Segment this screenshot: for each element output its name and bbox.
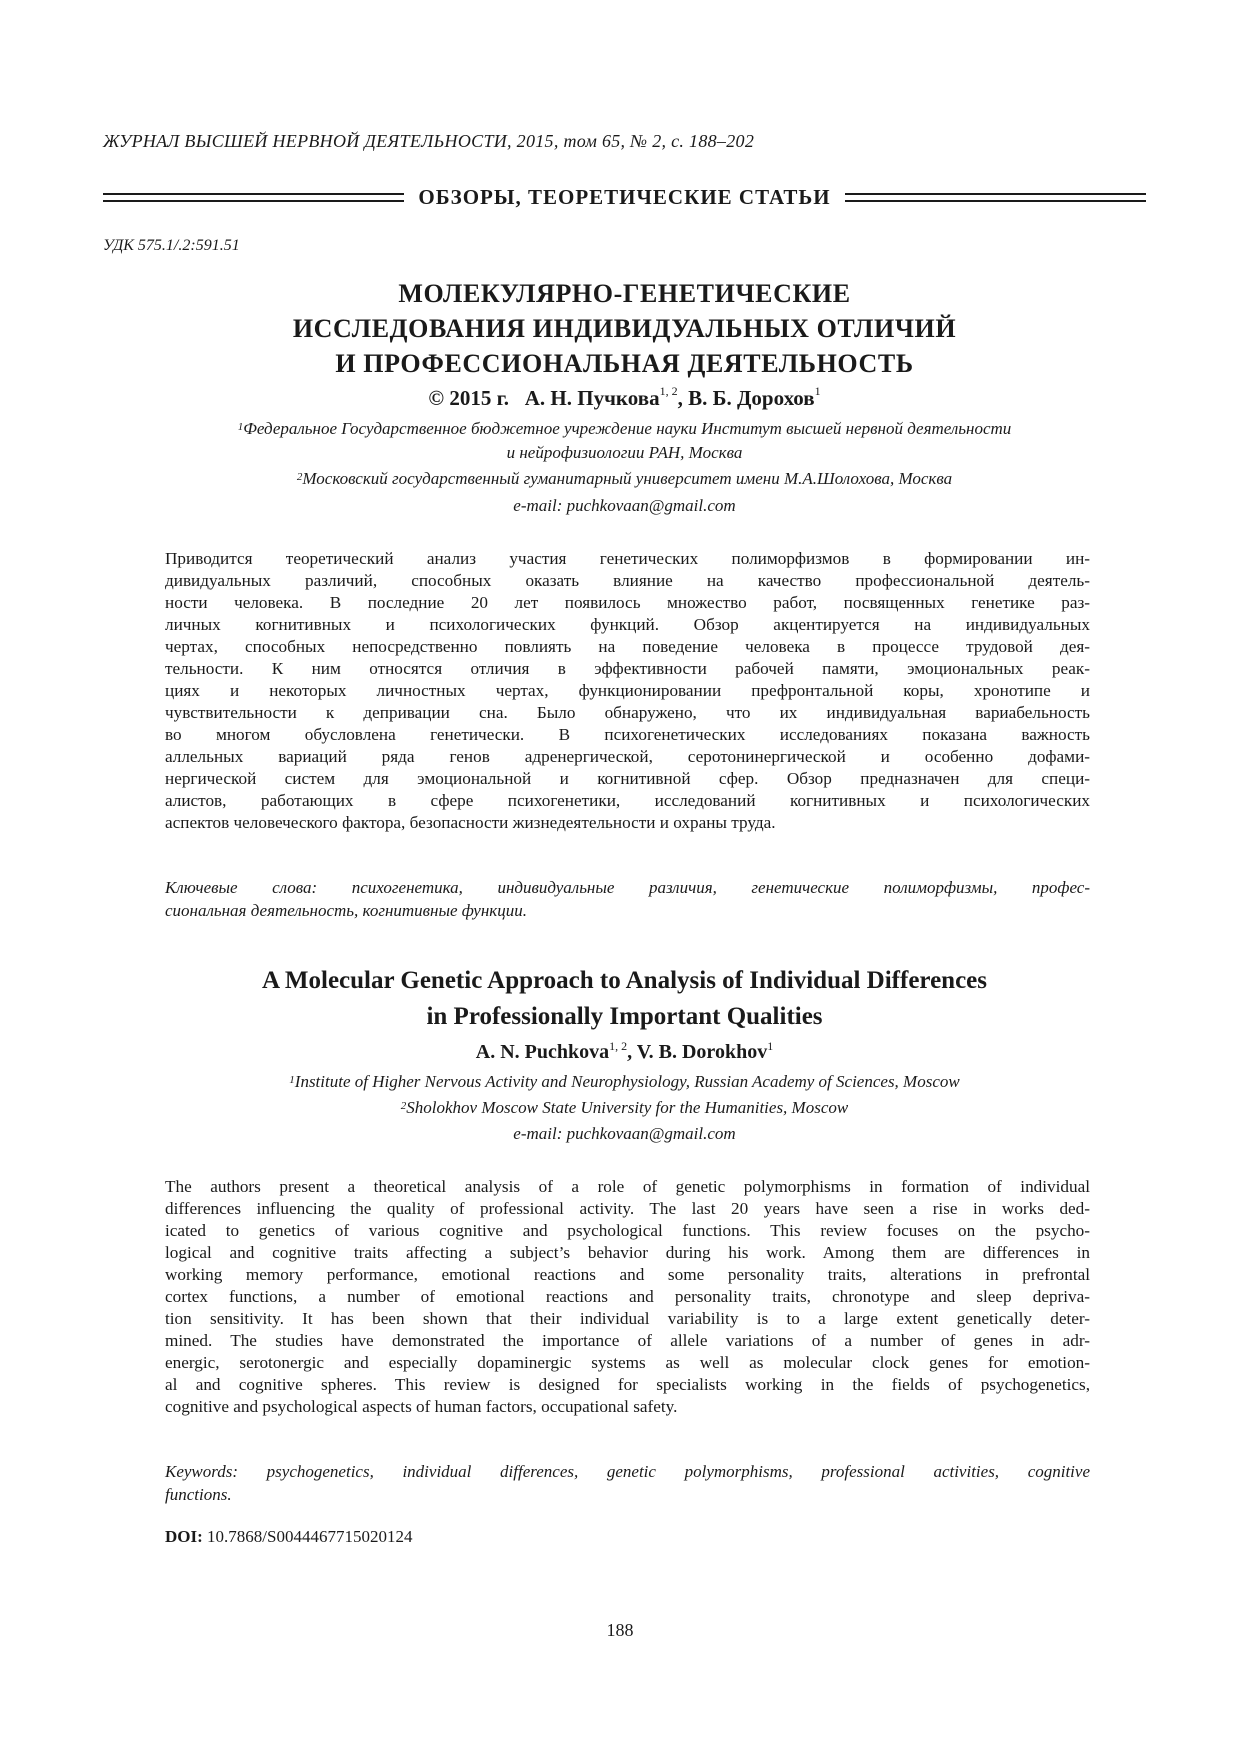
doi-value[interactable]: 10.7868/S0044467715020124 bbox=[207, 1527, 413, 1546]
en-abstract-line: working memory performance, emotional reactions and some personality traits, alterations in prefrontal bbox=[165, 1265, 1090, 1284]
ru-affil-2-text: Московский государственный гуманитарный университет имени М.А.Шолохова, Москва bbox=[302, 469, 953, 488]
en-article-title bbox=[103, 963, 1146, 1035]
en-abstract bbox=[165, 1176, 1090, 1418]
en-affil-1-marker: 1 bbox=[289, 1074, 295, 1086]
en-title-line-2: in Professionally Important Qualities bbox=[426, 1003, 823, 1030]
en-author-2-affil: 1 bbox=[767, 1039, 774, 1053]
en-affil-2-marker: 2 bbox=[400, 1100, 407, 1112]
en-keywords-line-2: functions. bbox=[165, 1485, 232, 1504]
en-abstract-line: The authors present a theoretical analysis of a role of genetic polymorphisms in formation of individual bbox=[165, 1177, 1090, 1196]
ru-authors: © 2015 г. А. Н. Пучкова$^{1, 2}$, В. Б. Дорохов$^1$ bbox=[428, 384, 821, 410]
en-abstract-line: cortex functions, a number of emotional reactions and personality traits, chronotype and sleep depriva- bbox=[165, 1287, 1090, 1306]
ru-copyright: © 2015 г. bbox=[428, 386, 509, 410]
ru-abstract-line: личных когнитивных и психологических функций. Обзор акцентируется на индивидуальных bbox=[165, 615, 1090, 634]
en-affil-2-text: Sholokhov Moscow State University for the Humanities, Moscow bbox=[406, 1098, 849, 1117]
en-author-2: V. B. Dorokhov bbox=[636, 1041, 768, 1063]
en-keywords bbox=[165, 1460, 1090, 1506]
section-title: ОБЗОРЫ, ТЕОРЕТИЧЕСКИЕ СТАТЬИ bbox=[418, 184, 831, 209]
en-abstract-line: tion sensitivity. It has been shown that their individual variability is to a large extent genetically deter- bbox=[165, 1309, 1090, 1328]
ru-title-line: МОЛЕКУЛЯРНО-ГЕНЕТИЧЕСКИЕ bbox=[398, 279, 851, 308]
ru-affiliation-1 bbox=[103, 417, 1146, 465]
en-abstract-line: logical and cognitive traits affecting a subject’s behavior during his work. Among them are differences in bbox=[165, 1243, 1090, 1262]
ru-affil-1-marker: 1 bbox=[237, 421, 244, 433]
left-double-rule bbox=[103, 193, 404, 202]
ru-abstract-line: аллельных вариаций ряда генов адренергической, серотонинергической и особенно дофами- bbox=[165, 747, 1090, 766]
ru-affil-1-line-2: и нейрофизиологии РАН, Москва bbox=[506, 443, 743, 462]
ru-abstract-line: чертах, способных непосредственно повлиять на поведение человека в процессе трудовой дея- bbox=[165, 637, 1090, 656]
ru-keywords-line-2: сиональная деятельность, когнитивные функции. bbox=[165, 901, 527, 920]
ru-keywords-line-1: Ключевые слова: психогенетика, индивидуальные различия, генетические полиморфизмы, профес- bbox=[165, 878, 1090, 897]
ru-keywords bbox=[165, 876, 1090, 922]
ru-title-line: ИССЛЕДОВАНИЯ ИНДИВИДУАЛЬНЫХ ОТЛИЧИЙ bbox=[292, 314, 957, 343]
udk-code: УДК 575.1/.2:591.51 bbox=[103, 237, 240, 254]
en-affiliation-1 bbox=[103, 1070, 1146, 1094]
ru-abstract-line: нергической систем для эмоциональной и когнитивной сфер. Обзор предназначен для специ- bbox=[165, 769, 1090, 788]
en-affiliation-2 bbox=[103, 1096, 1146, 1120]
en-abstract-line: cognitive and psychological aspects of human factors, occupational safety. bbox=[165, 1397, 678, 1416]
ru-author-1-affil: 1, 2 bbox=[659, 384, 678, 398]
ru-abstract-line: дивидуальных различий, способных оказать влияние на качество профессиональной деятель- bbox=[165, 571, 1090, 590]
ru-author-1: А. Н. Пучкова bbox=[524, 386, 660, 410]
page-number: 188 bbox=[606, 1620, 634, 1640]
right-double-rule bbox=[845, 193, 1146, 202]
ru-abstract-line: циях и некоторых личностных чертах, функционировании префронтальной коры, хронотипе и bbox=[165, 681, 1090, 700]
ru-author-2: В. Б. Дорохов bbox=[688, 386, 815, 410]
en-authors: A. N. Puchkova$^{1, 2}$, V. B. Dorokhov$^1$ bbox=[475, 1039, 774, 1063]
ru-article-title bbox=[103, 276, 1146, 381]
ru-abstract-line: Приводится теоретический анализ участия генетических полиморфизмов в формировании ин- bbox=[165, 549, 1090, 568]
ru-affil-2-marker: 2 bbox=[296, 471, 303, 483]
ru-abstract-line: тельности. К ним относятся отличия в эффективности рабочей памяти, эмоциональных реак- bbox=[165, 659, 1090, 678]
en-abstract-line: energic, serotonergic and especially dopaminergic systems as well as molecular clock genes for emotion- bbox=[165, 1353, 1090, 1372]
ru-abstract-line: чувствительности к депривации сна. Было обнаружено, что их индивидуальная вариабельность bbox=[165, 703, 1090, 722]
ru-abstract-line: во многом обусловлена генетически. В психогенетических исследованиях показана важность bbox=[165, 725, 1090, 744]
en-abstract-line: mined. The studies have demonstrated the importance of allele variations of a number of genes in adr- bbox=[165, 1331, 1090, 1350]
en-title-line-1: A Molecular Genetic Approach to Analysis of Individual Differences bbox=[261, 967, 987, 994]
ru-title-line: И ПРОФЕССИОНАЛЬНАЯ ДЕЯТЕЛЬНОСТЬ bbox=[335, 349, 914, 378]
en-email[interactable]: e-mail: puchkovaan@gmail.com bbox=[513, 1124, 736, 1143]
ru-affiliation-2 bbox=[103, 467, 1146, 491]
en-author-1-affil: 1, 2 bbox=[609, 1039, 628, 1053]
ru-abstract-line: аспектов человеческого фактора, безопасности жизнедеятельности и охраны труда. bbox=[165, 813, 776, 832]
doi bbox=[165, 1527, 412, 1547]
ru-abstract-line: ности человека. В последние 20 лет появилось множество работ, посвященных генетике раз- bbox=[165, 593, 1090, 612]
en-abstract-line: differences influencing the quality of professional activity. The last 20 years have seen a rise in works ded- bbox=[165, 1199, 1090, 1218]
ru-abstract-line: алистов, работающих в сфере психогенетики, исследований когнитивных и психологических bbox=[165, 791, 1090, 810]
ru-author-2-affil: 1 bbox=[814, 384, 821, 398]
journal-citation: ЖУРНАЛ ВЫСШЕЙ НЕРВНОЙ ДЕЯТЕЛЬНОСТИ, 2015, том 65, № 2, с. 188–202 bbox=[103, 131, 755, 151]
en-keywords-line-1: Keywords: psychogenetics, individual differences, genetic polymorphisms, professional activities, cognitive bbox=[165, 1462, 1090, 1481]
en-abstract-line: al and cognitive spheres. This review is designed for specialists working in the fields of psychogenetics, bbox=[165, 1375, 1090, 1394]
section-heading-bar bbox=[103, 182, 1146, 212]
ru-abstract bbox=[165, 548, 1090, 834]
en-affil-1-text: Institute of Higher Nervous Activity and Neurophysiology, Russian Academy of Sciences, Moscow bbox=[294, 1072, 960, 1091]
ru-affil-1-line-1: Федеральное Государственное бюджетное учреждение науки Институт высшей нервной деятельности bbox=[243, 419, 1012, 438]
en-abstract-line: icated to genetics of various cognitive and psychological functions. This review focuses on the psycho- bbox=[165, 1221, 1090, 1240]
en-author-1: A. N. Puchkova bbox=[475, 1041, 610, 1063]
ru-email[interactable]: e-mail: puchkovaan@gmail.com bbox=[513, 496, 736, 515]
doi-label: DOI: bbox=[165, 1527, 203, 1546]
